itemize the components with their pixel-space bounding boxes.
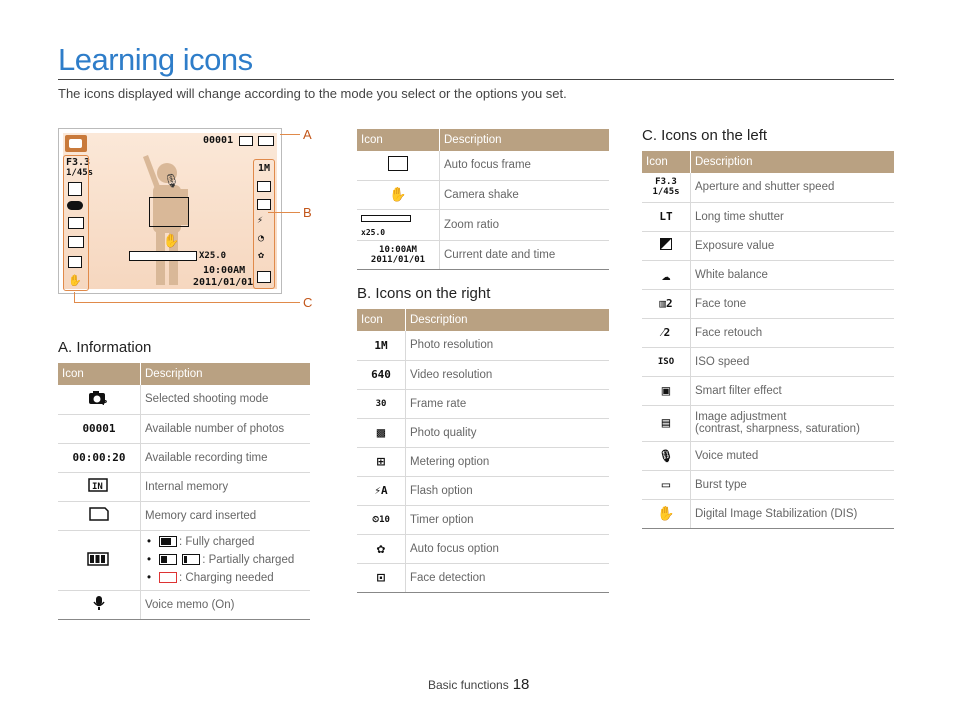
table-row-desc: Smart filter effect xyxy=(691,376,895,405)
battery-empty-icon xyxy=(159,572,177,583)
table-row-desc: Metering option xyxy=(406,447,610,476)
time-value: 10:00AM xyxy=(203,265,246,276)
table-c xyxy=(642,151,894,529)
table-row-desc: Available recording time xyxy=(141,443,311,472)
svg-text:P: P xyxy=(102,398,108,406)
svg-text:IN: IN xyxy=(92,482,103,492)
table-row-desc: Exposure value xyxy=(691,231,895,260)
zoom-ratio-icon: x25.0 xyxy=(357,209,440,240)
camera-mode-icon xyxy=(58,385,141,414)
battery-partial-icon xyxy=(159,554,177,565)
table-row-desc: Selected shooting mode xyxy=(141,385,311,414)
photo-counter: 00001 xyxy=(203,135,234,146)
title-rule xyxy=(58,79,894,80)
battery-low-icon xyxy=(182,554,200,565)
record-time-icon: 00:00:20 xyxy=(58,443,141,472)
photo-quality-icon: ▩ xyxy=(357,418,406,447)
exposure-icon xyxy=(642,231,691,260)
battery-icon xyxy=(58,530,141,590)
page-subtitle: The icons displayed will change according to the mode you select or the options you set. xyxy=(58,86,567,101)
table-row-desc: Voice memo (On) xyxy=(141,590,311,619)
table-row-desc: Flash option xyxy=(406,476,610,505)
mic-icon: 🎙 xyxy=(163,173,180,188)
voice-muted-icon: 🎙 xyxy=(642,441,691,470)
col-icon: Icon xyxy=(58,363,141,385)
table-row-desc: Auto focus option xyxy=(406,534,610,563)
table-row-desc: Internal memory xyxy=(141,472,311,501)
table-row-desc: Memory card inserted xyxy=(141,501,311,530)
face-detection-icon: ⊡ xyxy=(357,563,406,592)
frame-rate-icon: 30 xyxy=(357,389,406,418)
table-row-desc: Zoom ratio xyxy=(440,209,610,240)
timer-icon: ◔ xyxy=(258,233,265,244)
image-adjust-icon: ▤ xyxy=(642,405,691,441)
col-desc: Description xyxy=(406,309,610,331)
section-b-heading: B. Icons on the right xyxy=(357,285,491,302)
face-tone-icon: ▥2 xyxy=(642,289,691,318)
table-row-desc: Timer option xyxy=(406,505,610,534)
table-row-desc: Frame rate xyxy=(406,389,610,418)
memory-card-icon xyxy=(58,501,141,530)
callout-a: A xyxy=(303,127,312,142)
shutter-value: 1/45s xyxy=(66,168,94,178)
face-detect-icon xyxy=(257,271,271,283)
resolution-icon: 1M xyxy=(258,163,271,174)
dis-icon: ✋ xyxy=(68,275,82,287)
table-row-desc: Face tone xyxy=(691,289,895,318)
camera-screen-illustration xyxy=(58,128,282,294)
shooting-mode-icon xyxy=(65,135,87,152)
table-row-desc: Digital Image Stabilization (DIS) xyxy=(691,499,895,528)
col-icon: Icon xyxy=(357,309,406,331)
timer-icon: ⏲10 xyxy=(357,505,406,534)
col-icon: Icon xyxy=(357,129,440,151)
date-time-icon: 10:00AM 2011/01/01 xyxy=(357,240,440,269)
col-desc: Description xyxy=(141,363,311,385)
table-row-desc: Burst type xyxy=(691,470,895,499)
page-title: Learning icons xyxy=(58,42,253,77)
long-shutter-icon: LT xyxy=(642,202,691,231)
metering-icon: ⊞ xyxy=(357,447,406,476)
photo-count-icon: 00001 xyxy=(58,414,141,443)
table-row-desc: Image adjustment (contrast, sharpness, saturation) xyxy=(691,405,895,441)
table-b xyxy=(357,309,609,593)
battery-full-item: • : Fully charged xyxy=(145,533,306,551)
battery-icon xyxy=(258,136,274,146)
page-footer xyxy=(428,676,529,693)
table-row-desc: Face detection xyxy=(406,563,610,592)
table-row-desc: Photo resolution xyxy=(406,331,610,360)
callout-c-vline xyxy=(74,292,75,302)
table-row-desc: Auto focus frame xyxy=(440,151,610,180)
quality-icon xyxy=(257,181,271,192)
af-frame xyxy=(149,197,189,227)
flash-icon: ⚡ xyxy=(257,215,264,226)
callout-a-line xyxy=(280,134,300,135)
date-value: 2011/01/01 xyxy=(193,277,254,288)
metering-icon xyxy=(257,199,271,210)
face-retouch-icon: ⁄2 xyxy=(642,318,691,347)
memory-icon xyxy=(239,136,253,146)
footer-label: Basic functions xyxy=(428,678,509,692)
battery-legend xyxy=(141,530,311,590)
callout-c: C xyxy=(303,295,313,310)
photo-resolution-icon: 1M xyxy=(357,331,406,360)
battery-partial-item: • : Partially charged xyxy=(145,551,306,569)
table-row-desc: Long time shutter xyxy=(691,202,895,231)
af-option-icon: ✿ xyxy=(357,534,406,563)
table-a xyxy=(58,363,310,620)
aperture-value: F3.3 xyxy=(66,157,91,168)
table-row-desc: White balance xyxy=(691,260,895,289)
table-row-desc: Video resolution xyxy=(406,360,610,389)
left-icons-column xyxy=(63,155,89,291)
white-balance-icon: ☁ xyxy=(642,260,691,289)
section-a-heading: A. Information xyxy=(58,339,152,356)
battery-needed-item: • : Charging needed xyxy=(145,569,306,587)
callout-c-line xyxy=(74,302,300,303)
table-row-desc: Face retouch xyxy=(691,318,895,347)
af-frame-icon xyxy=(357,151,440,180)
voice-memo-icon xyxy=(58,590,141,619)
smart-filter-icon: ▣ xyxy=(642,376,691,405)
callout-b-line xyxy=(268,212,300,213)
table-row-desc: Voice muted xyxy=(691,441,895,470)
table-row-desc: Aperture and shutter speed xyxy=(691,173,895,202)
camera-shake-icon: ✋ xyxy=(357,180,440,209)
section-c-heading: C. Icons on the left xyxy=(642,127,768,144)
page-number: 18 xyxy=(512,676,530,693)
burst-icon: ▭ xyxy=(642,470,691,499)
col-desc: Description xyxy=(691,151,895,173)
col-icon: Icon xyxy=(642,151,691,173)
video-resolution-icon: 640 xyxy=(357,360,406,389)
table-row-desc: Available number of photos xyxy=(141,414,311,443)
col-desc: Description xyxy=(440,129,610,151)
table-row-desc: ISO speed xyxy=(691,347,895,376)
dis-icon: ✋ xyxy=(642,499,691,528)
flash-icon: ⚡A xyxy=(357,476,406,505)
table-row-desc: Photo quality xyxy=(406,418,610,447)
table-row-desc: Camera shake xyxy=(440,180,610,209)
battery-full-icon xyxy=(159,536,177,547)
iso-icon: ISO xyxy=(642,347,691,376)
internal-memory-icon xyxy=(58,472,141,501)
camera-shake-icon: ✋ xyxy=(163,233,180,248)
table-row-desc: Current date and time xyxy=(440,240,610,269)
af-icon: ✿ xyxy=(258,250,265,261)
zoom-value: X25.0 xyxy=(199,251,227,261)
table-mid xyxy=(357,129,609,270)
zoom-bar xyxy=(129,251,197,261)
aperture-shutter-icon: F3.3 1/45s xyxy=(642,173,691,202)
callout-b: B xyxy=(303,205,312,220)
